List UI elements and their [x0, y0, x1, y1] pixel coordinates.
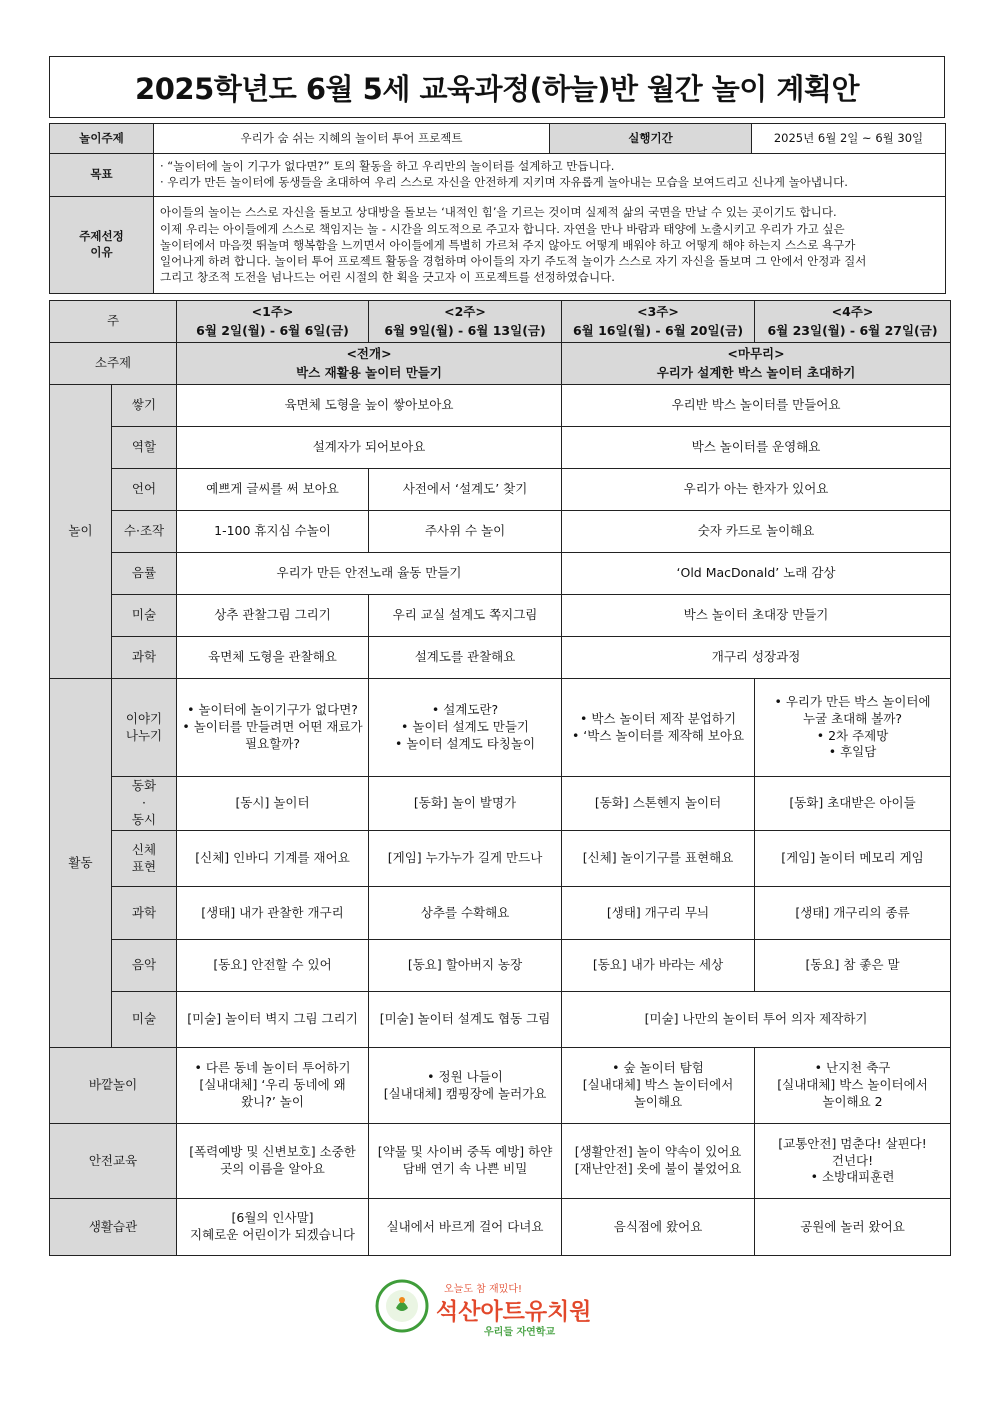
outdoor-label: 바깥놀이 — [50, 1048, 177, 1124]
play-lang-w1: 예쁘게 글씨를 써 보아요 — [177, 469, 369, 511]
outdoor-w4: • 난지천 축구 [실내대체] 박스 놀이터에서 놀이해요 2 — [755, 1048, 951, 1124]
play-sci-2: 개구리 성장과정 — [562, 637, 951, 679]
play-role-2: 박스 놀이터를 운영해요 — [562, 427, 951, 469]
act-sci-w1: [생태] 내가 관찰한 개구리 — [177, 887, 369, 940]
play-art-2: 박스 놀이터 초대장 만들기 — [562, 595, 951, 637]
week-1-header: <1주> 6월 2일(월) - 6월 6일(금) — [177, 301, 369, 343]
play-music-label: 음률 — [112, 553, 177, 595]
week-label: 주 — [50, 301, 177, 343]
act-body-label: 신체 표현 — [112, 831, 177, 887]
act-music-w1: [동요] 안전할 수 있어 — [177, 940, 369, 992]
act-sci-w4: [생태] 개구리의 종류 — [755, 887, 951, 940]
play-sci-w2: 설계도를 관찰해요 — [369, 637, 562, 679]
act-tale-w4: [동화] 초대받은 아이들 — [755, 777, 951, 831]
play-sci-w1: 육면체 도형을 관찰해요 — [177, 637, 369, 679]
goal-label: 목표 — [50, 154, 154, 197]
logo-sub: 우리들 자연학교 — [484, 1327, 556, 1338]
play-art-label: 미술 — [112, 595, 177, 637]
act-body-w1: [신체] 인바디 기계를 재어요 — [177, 831, 369, 887]
week-4-header: <4주> 6월 23일(월) - 6월 27일(금) — [755, 301, 951, 343]
goal-line: · “놀이터에 놀이 기구가 없다면?” 토의 활동을 하고 우리만의 놀이터를 설계하고 만듭니다. — [160, 159, 615, 174]
act-label: 활동 — [50, 679, 112, 1048]
safety-w3: [생활안전] 놀이 약속이 있어요 [재난안전] 옷에 불이 붙었어요 — [562, 1124, 755, 1199]
act-body-w4: [게임] 놀이터 메모리 게임 — [755, 831, 951, 887]
outdoor-w2: • 정원 나들이 [실내대체] 캠핑장에 놀러가요 — [369, 1048, 562, 1124]
safety-w1: [폭력예방 및 신변보호] 소중한 곳의 이름을 알아요 — [177, 1124, 369, 1199]
reason-line: 아이들의 놀이는 스스로 자신을 돌보고 상대방을 돌보는 ‘내적인 힘’을 기르는 것이며 실제적 삶의 국면을 만날 수 있는 곳이기도 합니다. — [160, 205, 837, 220]
act-tale-w1: [동시] 놀이터 — [177, 777, 369, 831]
act-tale-w3: [동화] 스톤헨지 놀이터 — [562, 777, 755, 831]
goal-text — [154, 154, 946, 197]
act-story-w2: • 설계도란? • 놀이터 설계도 만들기 • 놀이터 설계도 타칭놀이 — [369, 679, 562, 777]
play-label: 놀이 — [50, 385, 112, 679]
outdoor-w3: • 숲 놀이터 탐험 [실내대체] 박스 놀이터에서 놀이해요 — [562, 1048, 755, 1124]
play-build-label: 쌓기 — [112, 385, 177, 427]
play-lang-w2: 사전에서 ‘설계도’ 찾기 — [369, 469, 562, 511]
act-music-w3: [동요] 내가 바라는 세상 — [562, 940, 755, 992]
play-role-1: 설계자가 되어보아요 — [177, 427, 562, 469]
play-sci-label: 과학 — [112, 637, 177, 679]
reason-line: 놀이터에서 마음껏 뛰놀며 행복함을 느끼면서 아이들에게 특별히 가르쳐 주지 않아도 어떻게 배워야 하고 어떻게 해야 하는지 스스로 욕구가 — [160, 237, 856, 252]
act-tale-w2: [동화] 놀이 발명가 — [369, 777, 562, 831]
play-math-w2: 주사위 수 놀이 — [369, 511, 562, 553]
act-music-label: 음악 — [112, 940, 177, 992]
play-build-2: 우리반 박스 놀이터를 만들어요 — [562, 385, 951, 427]
play-art-w2: 우리 교실 설계도 쪽지그림 — [369, 595, 562, 637]
subtopic-2: <마무리> 우리가 설계한 박스 놀이터 초대하기 — [562, 343, 951, 385]
reason-line: 일어나게 하려 합니다. 놀이터 투어 프로젝트 활동을 경험하며 아이들의 자기 주도적 놀이가 스스로 자기 자신을 돌보며 그 안에서 안정과 질서 — [160, 254, 867, 269]
title-box — [49, 56, 945, 118]
reason-line: 이제 우리는 아이들에게 스스로 책임지는 놀 - 시간을 의도적으로 주고자 합니다. 자연을 만나 바람과 태양에 노출시키고 우리가 가고 싶은 — [160, 221, 845, 236]
act-art-w1: [미술] 놀이터 벽지 그림 그리기 — [177, 992, 369, 1048]
reason-text — [154, 197, 946, 294]
act-story-w1: • 놀이터에 놀이기구가 없다면? • 놀이터를 만들려면 어떤 재료가 필요할까? — [177, 679, 369, 777]
habit-label: 생활습관 — [50, 1199, 177, 1256]
act-story-w3: • 박스 놀이터 제작 분업하기 • ‘박스 놀이터를 제작해 보아요 — [562, 679, 755, 777]
safety-w4: [교통안전] 멈춘다! 살핀다! 건넌다! • 소방대피훈련 — [755, 1124, 951, 1199]
act-body-w2: [게임] 누가누가 길게 만드나 — [369, 831, 562, 887]
play-art-w1: 상추 관찰그림 그리기 — [177, 595, 369, 637]
reason-line: 그리고 창조적 도전을 넘나드는 어린 시절의 한 획을 긋고자 이 프로젝트를 선정하였습니다. — [160, 270, 615, 285]
habit-w2: 실내에서 바르게 걸어 다녀요 — [369, 1199, 562, 1256]
habit-w4: 공원에 놀러 왔어요 — [755, 1199, 951, 1256]
act-art-label: 미술 — [112, 992, 177, 1048]
act-music-w4: [동요] 참 좋은 말 — [755, 940, 951, 992]
safety-w2: [약물 및 사이버 중독 예방] 하얀 담배 연기 속 나쁜 비밀 — [369, 1124, 562, 1199]
info-table — [49, 123, 946, 294]
play-lang-label: 언어 — [112, 469, 177, 511]
sun-icon — [399, 1297, 405, 1303]
logo-tagline: 오늘도 참 재밌다! — [444, 1284, 522, 1295]
act-art-w2: [미술] 놀이터 설계도 협동 그림 — [369, 992, 562, 1048]
page-title: 2025학년도 6월 5세 교육과정(하늘)반 월간 놀이 계획안 — [135, 71, 859, 106]
play-music-1: 우리가 만든 안전노래 율동 만들기 — [177, 553, 562, 595]
plan-table — [49, 300, 951, 1256]
habit-w1: [6월의 인사말] 지혜로운 어린이가 되겠습니다 — [177, 1199, 369, 1256]
outdoor-w1: • 다른 동네 놀이터 투어하기 [실내대체] ‘우리 동네에 왜 왔니?’ 놀이 — [177, 1048, 369, 1124]
week-3-header: <3주> 6월 16일(월) - 6월 20일(금) — [562, 301, 755, 343]
act-sci-w3: [생태] 개구리 무늬 — [562, 887, 755, 940]
goal-line: · 우리가 만든 놀이터에 동생들을 초대하여 우리 스스로 자신을 안전하게 지키며 자유롭게 놀아내는 모습을 보여드리고 신나게 놀아냅니다. — [160, 175, 848, 189]
act-body-w3: [신체] 놀이기구를 표현해요 — [562, 831, 755, 887]
habit-w3: 음식점에 왔어요 — [562, 1199, 755, 1256]
kindergarten-logo — [374, 1278, 604, 1340]
play-lang-2: 우리가 아는 한자가 있어요 — [562, 469, 951, 511]
play-build-1: 육면체 도형을 높이 쌓아보아요 — [177, 385, 562, 427]
safety-label: 안전교육 — [50, 1124, 177, 1199]
act-sci-w2: 상추를 수확해요 — [369, 887, 562, 940]
play-math-label: 수·조작 — [112, 511, 177, 553]
subtopic-label: 소주제 — [50, 343, 177, 385]
play-role-label: 역할 — [112, 427, 177, 469]
period-label: 실행기간 — [550, 124, 752, 154]
theme-label: 놀이주제 — [50, 124, 154, 154]
logo-name: 석산아트유치원 — [436, 1299, 592, 1325]
play-music-2: ‘Old MacDonald’ 노래 감상 — [562, 553, 951, 595]
theme-value: 우리가 숨 쉬는 지혜의 놀이터 투어 프로젝트 — [154, 124, 550, 154]
play-math-w1: 1-100 휴지심 수놀이 — [177, 511, 369, 553]
act-music-w2: [동요] 할아버지 농장 — [369, 940, 562, 992]
act-art-w34: [미술] 나만의 놀이터 투어 의자 제작하기 — [562, 992, 951, 1048]
subtopic-1: <전개> 박스 재활용 놀이터 만들기 — [177, 343, 562, 385]
act-story-w4: • 우리가 만든 박스 놀이터에 누굴 초대해 볼까? • 2차 주제망 • 후일담 — [755, 679, 951, 777]
act-sci-label: 과학 — [112, 887, 177, 940]
reason-label: 주제선정 이유 — [50, 197, 154, 294]
period-value: 2025년 6월 2일 ~ 6월 30일 — [752, 124, 946, 154]
play-math-2: 숫자 카드로 놀이해요 — [562, 511, 951, 553]
week-2-header: <2주> 6월 9일(월) - 6월 13일(금) — [369, 301, 562, 343]
act-story-label: 이야기 나누기 — [112, 679, 177, 777]
act-tale-label: 동화 · 동시 — [112, 777, 177, 831]
